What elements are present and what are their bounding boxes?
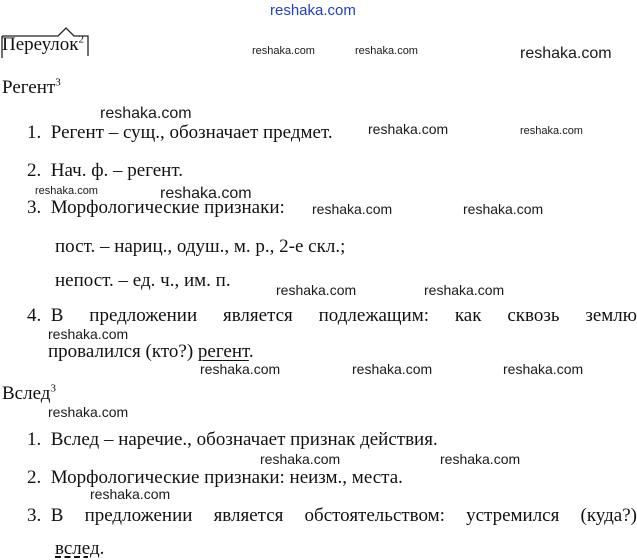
- watermark: reshaka.com: [100, 105, 192, 122]
- adverbial-underlined: вслед: [55, 538, 100, 559]
- word-superscript: 3: [50, 382, 56, 395]
- watermark: reshaka.com: [503, 361, 584, 377]
- watermark: reshaka.com: [90, 486, 171, 502]
- watermark: reshaka.com: [440, 451, 521, 467]
- list-item: 2. Нач. ф. – регент.: [27, 160, 183, 181]
- list-item: 3. В предложении является обстоятельством: устремился (куда?): [27, 505, 637, 526]
- word-superscript: 2: [78, 33, 84, 46]
- list-item: непост. – ед. ч., им. п.: [55, 270, 231, 291]
- list-item: 3. Морфологические признаки:: [27, 197, 285, 218]
- watermark: reshaka.com: [276, 282, 357, 298]
- word-title: Регент: [2, 77, 56, 98]
- word-superscript: 3: [55, 76, 61, 89]
- word-title: Вслед: [2, 383, 51, 404]
- watermark: reshaka.com: [520, 125, 583, 137]
- watermark: reshaka.com: [160, 185, 252, 202]
- list-item: вслед.: [55, 538, 105, 559]
- morpheme-bracket-icon: [0, 22, 100, 62]
- watermark: reshaka.com: [424, 282, 505, 298]
- watermark: reshaka.com: [200, 361, 281, 377]
- list-item: 1. Регент – сущ., обозначает предмет.: [27, 122, 333, 143]
- watermark: reshaka.com: [463, 201, 544, 217]
- list-item: пост. – нариц., одуш., м. р., 2-е скл.;: [55, 236, 346, 257]
- watermark: reshaka.com: [352, 361, 433, 377]
- watermark: reshaka.com: [35, 185, 98, 197]
- watermark: reshaka.com: [355, 45, 418, 57]
- list-item: 2. Морфологические признаки: неизм., места.: [27, 467, 403, 488]
- list-item: 1. Вслед – наречие., обозначает признак действия.: [27, 429, 438, 450]
- watermark-top: reshaka.com: [270, 2, 356, 19]
- list-item: провалился (кто?) регент.: [48, 341, 254, 362]
- watermark: reshaka.com: [368, 121, 449, 137]
- subject-underlined: регент: [197, 341, 249, 362]
- list-item: 4. В предложении является подлежащим: как сквозь землю: [27, 305, 637, 326]
- watermark: reshaka.com: [48, 404, 129, 420]
- watermark: reshaka.com: [252, 45, 315, 57]
- word-heading-vsled: [2, 383, 56, 405]
- word-title: Переулок: [2, 34, 79, 55]
- watermark: reshaka.com: [48, 326, 129, 342]
- watermark: reshaka.com: [260, 451, 341, 467]
- watermark: reshaka.com: [312, 201, 393, 217]
- watermark: reshaka.com: [520, 45, 612, 62]
- word-heading-regent: [2, 77, 61, 99]
